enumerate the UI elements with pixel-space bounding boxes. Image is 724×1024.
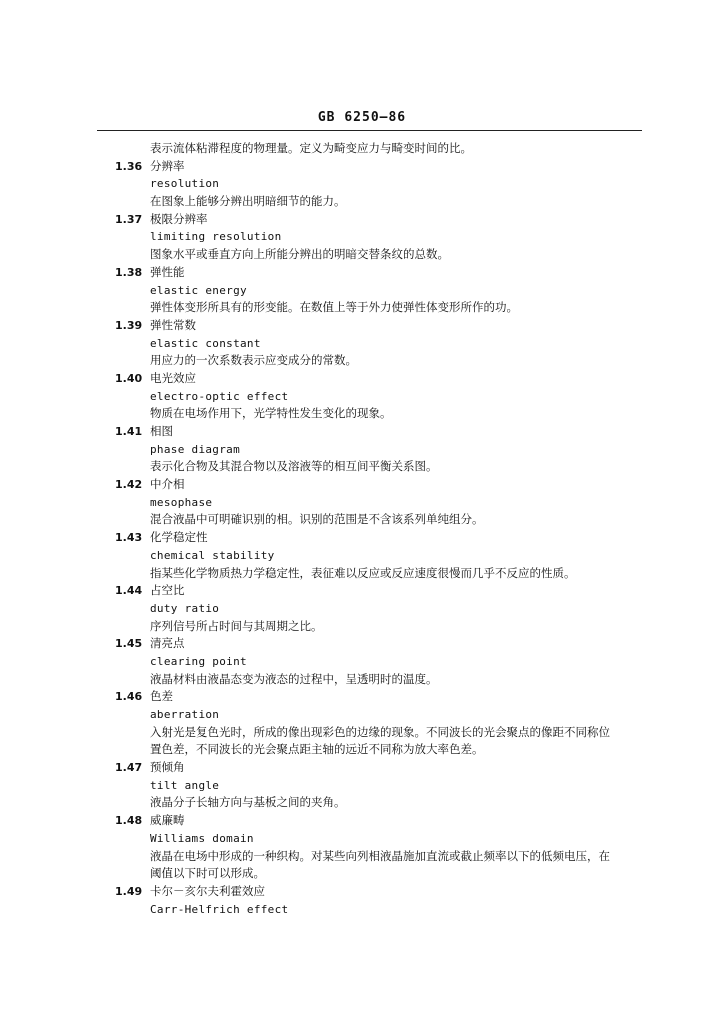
term-english: clearing point [150, 654, 247, 668]
term-heading [115, 158, 650, 176]
term-entry [115, 688, 650, 759]
term-english: resolution [150, 177, 220, 191]
term-list [115, 140, 650, 918]
term-chinese: 中介相 [150, 477, 185, 492]
term-number: 1.47 [115, 761, 143, 775]
term-chinese: 色差 [150, 689, 173, 704]
term-english: elastic constant [150, 336, 261, 350]
term-english: Williams domain [150, 831, 254, 845]
term-english: tilt angle [150, 778, 220, 792]
term-definition: 液晶在电场中形成的一种织构。对某些向列相液晶施加直流或截止频率以下的低频电压，在 [150, 848, 610, 863]
term-chinese: 电光效应 [150, 370, 196, 385]
header-rule [97, 130, 642, 131]
term-entry [115, 423, 650, 476]
entries-container [115, 158, 650, 919]
term-chinese: 占空比 [150, 583, 185, 598]
term-number: 1.38 [115, 265, 143, 279]
term-number: 1.37 [115, 212, 143, 226]
term-english: Carr-Helfrich effect [150, 902, 289, 916]
term-chinese: 弹性能 [150, 264, 185, 279]
term-entry [115, 883, 650, 918]
term-heading [115, 688, 650, 706]
term-entry [115, 211, 650, 264]
term-chinese: 预倾角 [150, 760, 185, 775]
term-english: mesophase [150, 495, 213, 509]
term-entry [115, 529, 650, 582]
term-entry [115, 812, 650, 883]
term-heading [115, 759, 650, 777]
term-chinese: 威廉畴 [150, 813, 185, 828]
term-number: 1.43 [115, 531, 143, 545]
term-definition: 序列信号所占时间与其周期之比。 [150, 618, 323, 633]
term-entry [115, 582, 650, 635]
term-heading [115, 635, 650, 653]
term-definition: 弹性体变形所具有的形变能。在数值上等于外力使弹性体变形所作的功。 [150, 300, 518, 315]
term-english: duty ratio [150, 601, 220, 615]
term-number: 1.48 [115, 814, 143, 828]
term-definition: 用应力的一次系数表示应变成分的常数。 [150, 353, 357, 368]
term-definition: 在图象上能够分辨出明暗细节的能力。 [150, 194, 346, 209]
term-heading [115, 264, 650, 282]
term-chinese: 化学稳定性 [150, 530, 208, 545]
term-definition: 指某些化学物质热力学稳定性，表征难以反应或反应速度很慢而几乎不反应的性质。 [150, 565, 576, 580]
term-number: 1.46 [115, 690, 143, 704]
term-heading [115, 423, 650, 441]
term-chinese: 清亮点 [150, 636, 185, 651]
term-heading [115, 370, 650, 388]
term-definition: 阈值以下时可以形成。 [150, 866, 265, 881]
term-english: phase diagram [150, 442, 240, 456]
term-chinese: 极限分辨率 [150, 211, 208, 226]
term-heading [115, 529, 650, 547]
term-chinese: 弹性常数 [150, 317, 196, 332]
term-definition: 图象水平或垂直方向上所能分辨出的明暗交替条纹的总数。 [150, 247, 449, 262]
term-number: 1.44 [115, 584, 143, 598]
term-definition: 混合液晶中可明確识别的相。识别的范围是不含该系列单纯组分。 [150, 512, 484, 527]
term-heading [115, 883, 650, 901]
term-number: 1.42 [115, 478, 143, 492]
term-entry [115, 635, 650, 688]
term-english: limiting resolution [150, 230, 282, 244]
term-chinese: 分辨率 [150, 158, 185, 173]
term-heading [115, 812, 650, 830]
term-definition: 液晶分子长轴方向与基板之间的夹角。 [150, 795, 346, 810]
term-heading [115, 317, 650, 335]
term-heading [115, 211, 650, 229]
term-number: 1.49 [115, 884, 143, 898]
term-entry [115, 264, 650, 317]
term-entry [115, 476, 650, 529]
term-number: 1.41 [115, 425, 143, 438]
term-definition: 入射光是复色光时，所成的像出现彩色的边缘的现象。不同波长的光会聚点的像距不同称位 [150, 724, 610, 739]
term-entry [115, 759, 650, 812]
intro-line: 表示流体粘滞程度的物理量。定义为畸变应力与畸变时间的比。 [150, 141, 472, 155]
term-heading [115, 582, 650, 600]
term-entry [115, 158, 650, 211]
term-number: 1.36 [115, 159, 143, 173]
term-chinese: 卡尔－亥尔夫利霍效应 [150, 883, 265, 898]
term-heading [115, 476, 650, 494]
term-definition: 表示化合物及其混合物以及溶液等的相互间平衡关系图。 [150, 459, 438, 474]
term-number: 1.40 [115, 371, 143, 385]
term-english: chemical stability [150, 548, 275, 562]
term-definition: 物质在电场作用下，光学特性发生变化的现象。 [150, 406, 392, 421]
document-header: GB 6250—86 [317, 110, 407, 125]
term-english: electro-optic effect [150, 389, 289, 403]
term-number: 1.45 [115, 637, 143, 651]
term-entry [115, 370, 650, 423]
term-english: aberration [150, 708, 220, 721]
term-chinese: 相图 [150, 424, 173, 438]
term-definition: 液晶材料由液晶态变为液态的过程中，呈透明时的温度。 [150, 671, 438, 686]
term-english: elastic energy [150, 283, 247, 297]
term-definition: 置色差，不同波长的光会聚点距主轴的远近不同称为放大率色差。 [150, 742, 484, 757]
term-entry [115, 317, 650, 370]
term-number: 1.39 [115, 318, 143, 332]
